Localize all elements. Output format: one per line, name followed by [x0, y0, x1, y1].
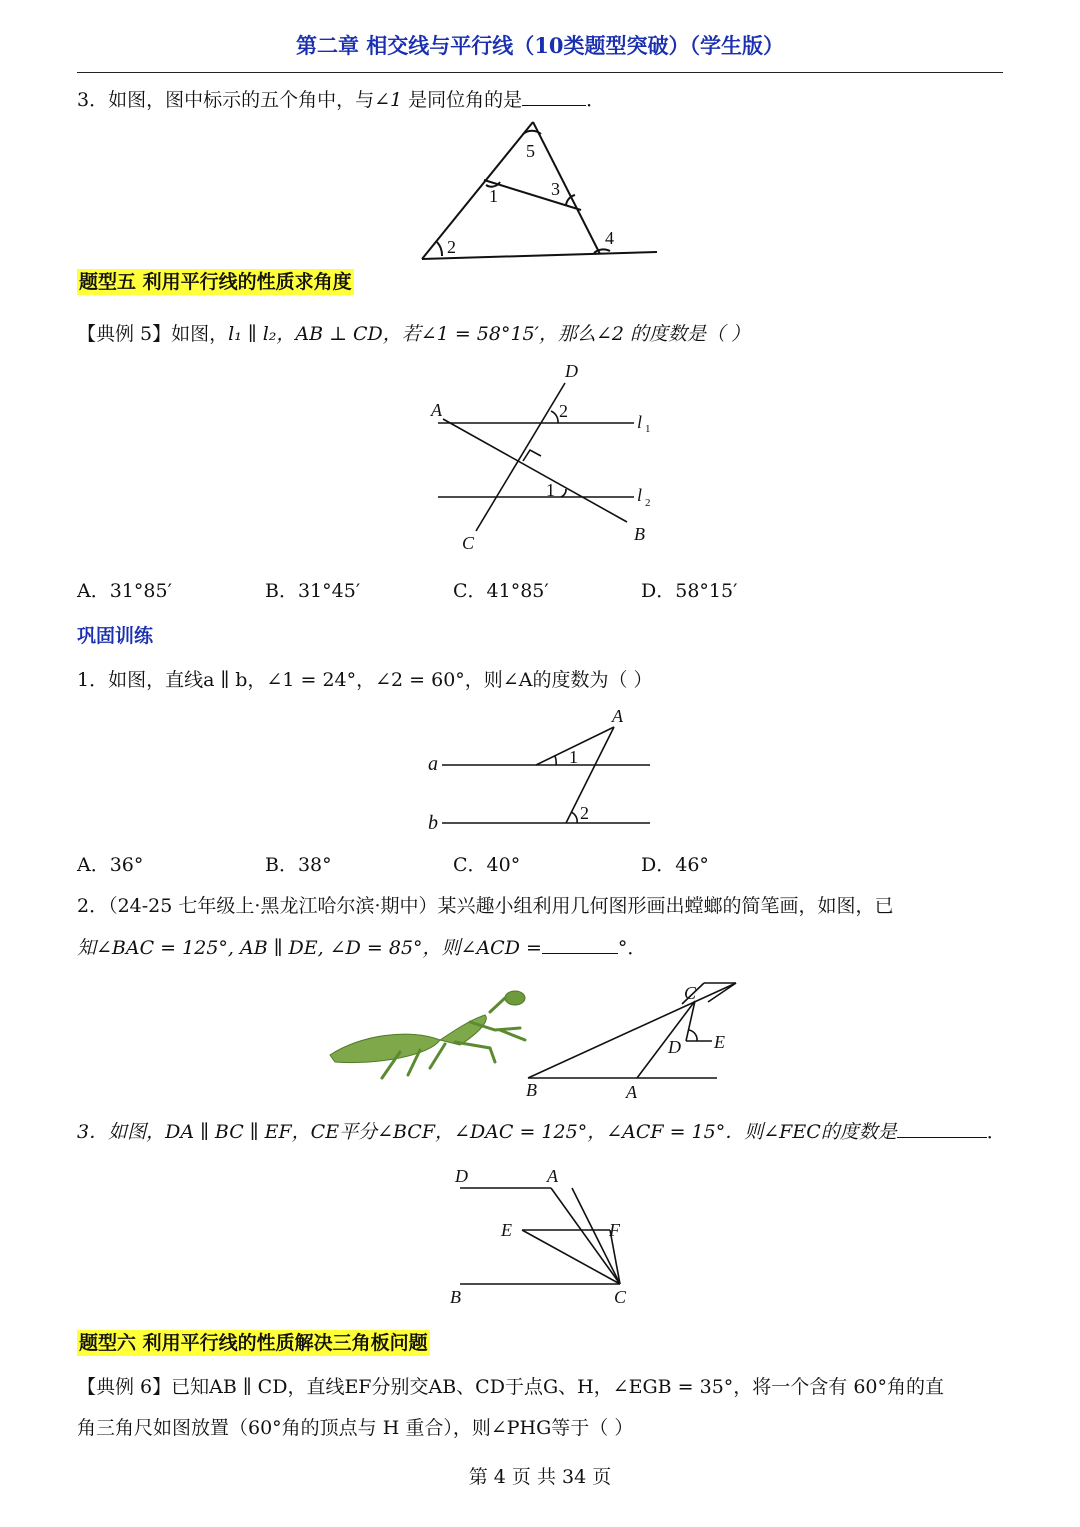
- fig2-label-B: B: [634, 524, 645, 544]
- section-5-title: 题型五 利用平行线的性质求角度: [79, 271, 352, 293]
- example-6-line1: 【典例 6】已知AB ∥ CD，直线EF分别交AB、CD于点G、H，∠EGB = 35°，将一个含有 60°角的直: [77, 1376, 945, 1398]
- fig2-label-2: 2: [559, 401, 568, 421]
- fig1-label-5: 5: [526, 141, 535, 161]
- fig1-label-3: 3: [551, 179, 560, 199]
- fig4-label-A: A: [626, 1082, 637, 1102]
- fig5-label-F: F: [609, 1220, 620, 1240]
- fig1-label-4: 4: [605, 228, 614, 248]
- fig4-label-E: E: [714, 1032, 725, 1052]
- fig2-label-D: D: [565, 361, 578, 381]
- fig3-label-2: 2: [580, 803, 589, 823]
- fig5-label-B: B: [450, 1287, 461, 1307]
- fig4-label-B: B: [526, 1080, 537, 1100]
- fig2-label-l2: l: [637, 485, 643, 505]
- example-5-option-c[interactable]: C．41°85′: [453, 580, 549, 602]
- example-5-option-b[interactable]: B．31°45′: [265, 580, 361, 602]
- fig5-label-C: C: [614, 1287, 627, 1307]
- practice-q3-text: 3．如图，DA ∥ BC ∥ EF，CE平分∠BCF，∠DAC = 125°，∠ACF = 15°．则∠FEC的度数是 ．: [77, 1121, 1006, 1143]
- practice-q1-option-b[interactable]: B．38°: [265, 854, 332, 876]
- fig1-label-2: 2: [447, 237, 456, 257]
- fig3-label-A: A: [612, 706, 623, 726]
- fig2-label-C: C: [462, 533, 475, 553]
- practice-q1-option-a[interactable]: A．36°: [77, 854, 144, 876]
- question-3-top: 3．如图，图中标示的五个角中，与∠1 是同位角的是 ．: [77, 89, 606, 111]
- practice-title: 巩固训练: [77, 625, 154, 647]
- example-5-text: 【典例 5】如图，l₁ ∥ l₂，AB ⊥ CD，若∠1 = 58°15′，那么∠2 的度数是（ ）: [77, 323, 751, 345]
- practice-q1-text: 1．如图，直线a ∥ b，∠1 = 24°，∠2 = 60°，则∠A的度数为（ ）: [77, 669, 653, 691]
- fig2-label-l2-sub: 2: [645, 497, 651, 509]
- fig2-label-1: 1: [546, 480, 555, 500]
- fig2-label-A: A: [431, 400, 442, 420]
- practice-q2-line2: 知∠BAC = 125°, AB ∥ DE, ∠D = 85°，则∠ACD = °．: [77, 937, 647, 959]
- fig5-label-E: E: [501, 1220, 512, 1240]
- example-6-line2: 角三角尺如图放置（60°角的顶点与 H 重合），则∠PHG等于（ ）: [77, 1417, 634, 1439]
- fig3-label-a: a: [428, 753, 438, 775]
- fig4-label-D: D: [668, 1037, 681, 1057]
- fig5-label-A: A: [547, 1166, 558, 1186]
- section-6-title: 题型六 利用平行线的性质解决三角板问题: [79, 1332, 428, 1354]
- practice-q1-option-d[interactable]: D．46°: [641, 854, 709, 876]
- fig3-label-1: 1: [569, 747, 578, 767]
- page-footer: 第 4 页 共 34 页: [468, 1466, 612, 1488]
- practice-q2-line1: 2．（24-25 七年级上·黑龙江哈尔滨·期中）某兴趣小组利用几何图形画出螳螂的简笔画，如图，已: [77, 895, 894, 917]
- practice-q1-option-c[interactable]: C．40°: [453, 854, 521, 876]
- example-5-option-d[interactable]: D．58°15′: [641, 580, 738, 602]
- fig1-label-1: 1: [489, 186, 498, 206]
- example-5-option-a[interactable]: A．31°85′: [77, 580, 172, 602]
- fig2-label-l1-sub: 1: [645, 423, 651, 435]
- fig4-label-C: C: [684, 983, 697, 1003]
- fig5-label-D: D: [455, 1166, 468, 1186]
- page-header: 第二章 相交线与平行线（10类题型突破）（学生版）: [295, 33, 785, 58]
- fig2-label-l1: l: [637, 412, 643, 432]
- fig3-label-b: b: [428, 812, 438, 834]
